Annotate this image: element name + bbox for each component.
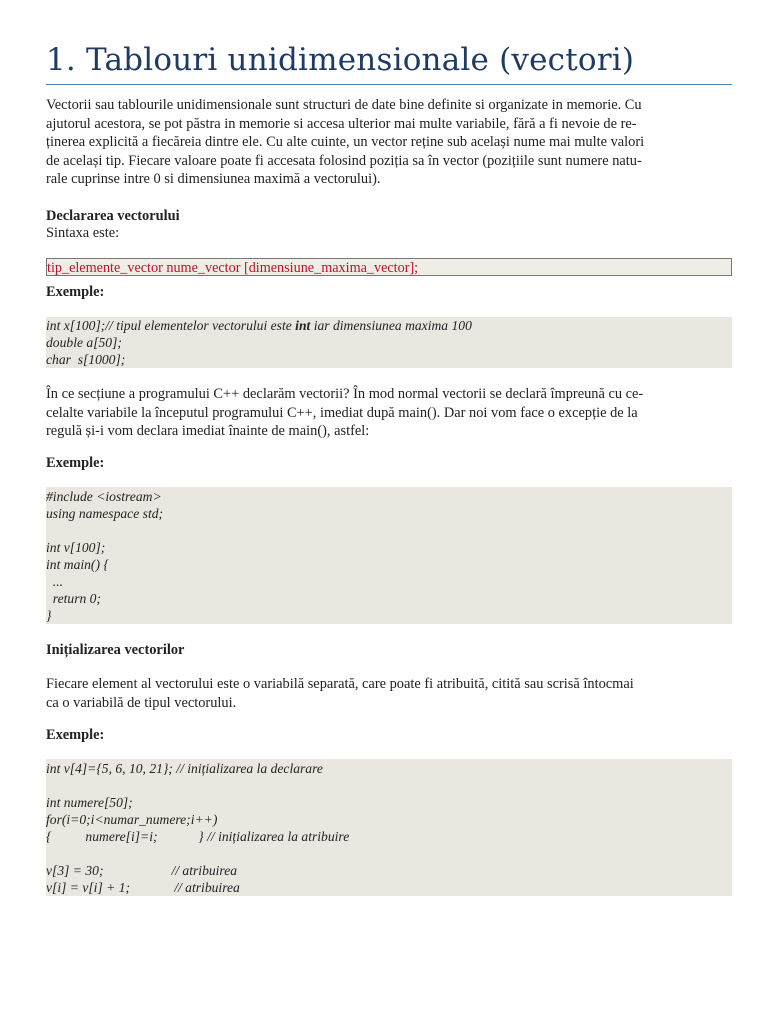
intro-paragraph: [46, 96, 732, 189]
syntax-box: tip_elemente_vector nume_vector [dimensiune_maxima_vector];: [46, 258, 732, 276]
intro-line: ținerea explicită a fiecăreia dintre ele. Cu alte cuinte, un vector reține sub același nume mai multe valori: [46, 134, 645, 150]
example-label-3: Exemple:: [46, 727, 105, 743]
code-line: double a[50];: [46, 335, 122, 350]
intro-line: rale cuprinse intre 0 si dimensiunea maximă a vectorului).: [46, 171, 381, 187]
example-label-2: Exemple:: [46, 455, 105, 471]
section-paragraph: [46, 385, 732, 441]
code-line: { numere[i]=i; } // inițializarea la atribuire: [46, 829, 350, 844]
section-line: În ce secțiune a programului C++ declarăm vectorii? În mod normal vectorii se declară împreună cu ce-: [46, 386, 644, 402]
example-label-1: Exemple:: [46, 284, 105, 300]
syntax-intro: Sintaxa este:: [46, 225, 120, 241]
intro-line: ajutorul acestora, se pot păstra in memorie si accesa ulterior mai multe variabile, fără a fi nevoie de re-: [46, 115, 637, 132]
code-line: [46, 522, 732, 539]
code-line: using namespace std;: [46, 506, 164, 521]
code-block-2: [46, 487, 732, 624]
code-line: char s[1000];: [46, 352, 126, 367]
code-block-1: [46, 317, 732, 368]
code-line: #include <iostream>: [46, 489, 162, 504]
code-line: [46, 777, 732, 794]
code-line: int v[4]={5, 6, 10, 21}; // inițializarea la declarare: [46, 761, 323, 776]
code-line: ...: [46, 574, 63, 589]
code-block-3: [46, 759, 732, 896]
intro-line: de același tip. Fiecare valoare poate fi accesata folosind poziția sa în vector (pozițiile sunt numere natu-: [46, 152, 642, 169]
code-line: }: [46, 608, 52, 623]
intro-line: Vectorii sau tablourile unidimensionale sunt structuri de date bine definite si organizate in memorie. Cu: [46, 97, 642, 113]
code-line: for(i=0;i<numar_numere;i++): [46, 812, 218, 827]
init-paragraph: [46, 675, 732, 712]
code-line: [46, 845, 732, 862]
page-title: 1. Tablouri unidimensionale (vectori): [46, 42, 635, 78]
init-line: ca o variabilă de tipul vectorului.: [46, 694, 237, 711]
declaration-heading: Declararea vectorului: [46, 208, 180, 224]
code-line: v[i] = v[i] + 1; // atribuirea: [46, 880, 240, 895]
init-heading: Inițializarea vectorilor: [46, 642, 185, 658]
code-line: int x[100];// tipul elementelor vectorului este int iar dimensiunea maxima 100: [46, 318, 472, 333]
init-line: Fiecare element al vectorului este o variabilă separată, care poate fi atribuită, citită sau scrisă întocmai: [46, 676, 634, 692]
code-line: return 0;: [46, 591, 101, 606]
section-line: regulă și-i vom declara imediat înainte de main(), astfel:: [46, 423, 370, 439]
title-underline: [46, 84, 732, 85]
code-line: int v[100];: [46, 540, 106, 555]
code-line: int main() {: [46, 557, 109, 572]
code-line: int numere[50];: [46, 795, 133, 810]
code-line: v[3] = 30; // atribuirea: [46, 863, 238, 878]
section-line: celalte variabile la începutul programului C++, imediat după main(). Dar noi vom face o excepție de la: [46, 404, 638, 421]
